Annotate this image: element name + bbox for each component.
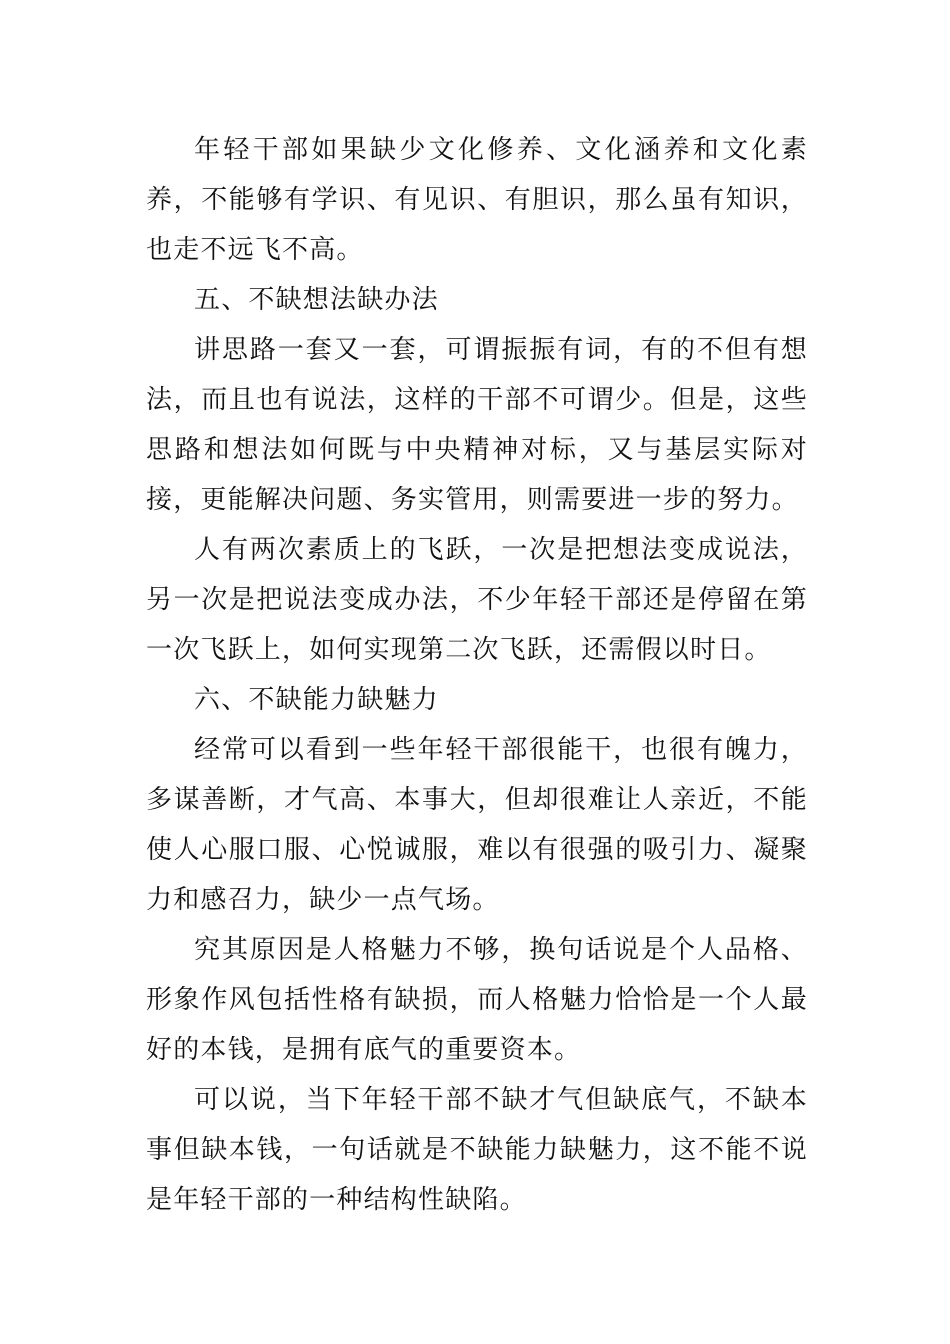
paragraph-cultural-literacy: 年轻干部如果缺少文化修养、文化涵养和文化素养，不能够有学识、有见识、有胆识，那么虽有知识，也走不远飞不高。 [146, 135, 808, 265]
section-heading-5: 五、不缺想法缺办法 [194, 285, 439, 315]
document-body [146, 125, 808, 1225]
paragraph-ideas-and-methods: 讲思路一套又一套，可谓振振有词，有的不但有想法，而且也有说法，这样的干部不可谓少。但是，这些思路和想法如何既与中央精神对标，又与基层实际对接，更能解决问题、务实管用，则需要进一步的努力。 [146, 335, 808, 515]
paragraph-conclusion: 可以说，当下年轻干部不缺才气但缺底气，不缺本事但缺本钱，一句话就是不缺能力缺魅力，这不能不说是年轻干部的一种结构性缺陷。 [146, 1085, 808, 1215]
paragraph-personal-charm: 究其原因是人格魅力不够，换句话说是个人品格、形象作风包括性格有缺损，而人格魅力恰恰是一个人最好的本钱，是拥有底气的重要资本。 [146, 935, 808, 1065]
paragraph-two-leaps: 人有两次素质上的飞跃，一次是把想法变成说法，另一次是把说法变成办法，不少年轻干部还是停留在第一次飞跃上，如何实现第二次飞跃，还需假以时日。 [146, 535, 808, 665]
paragraph-ability-without-charm: 经常可以看到一些年轻干部很能干，也很有魄力，多谋善断，才气高、本事大，但却很难让人亲近，不能使人心服口服、心悦诚服，难以有很强的吸引力、凝聚力和感召力，缺少一点气场。 [146, 735, 808, 915]
section-heading-6: 六、不缺能力缺魅力 [194, 685, 439, 715]
